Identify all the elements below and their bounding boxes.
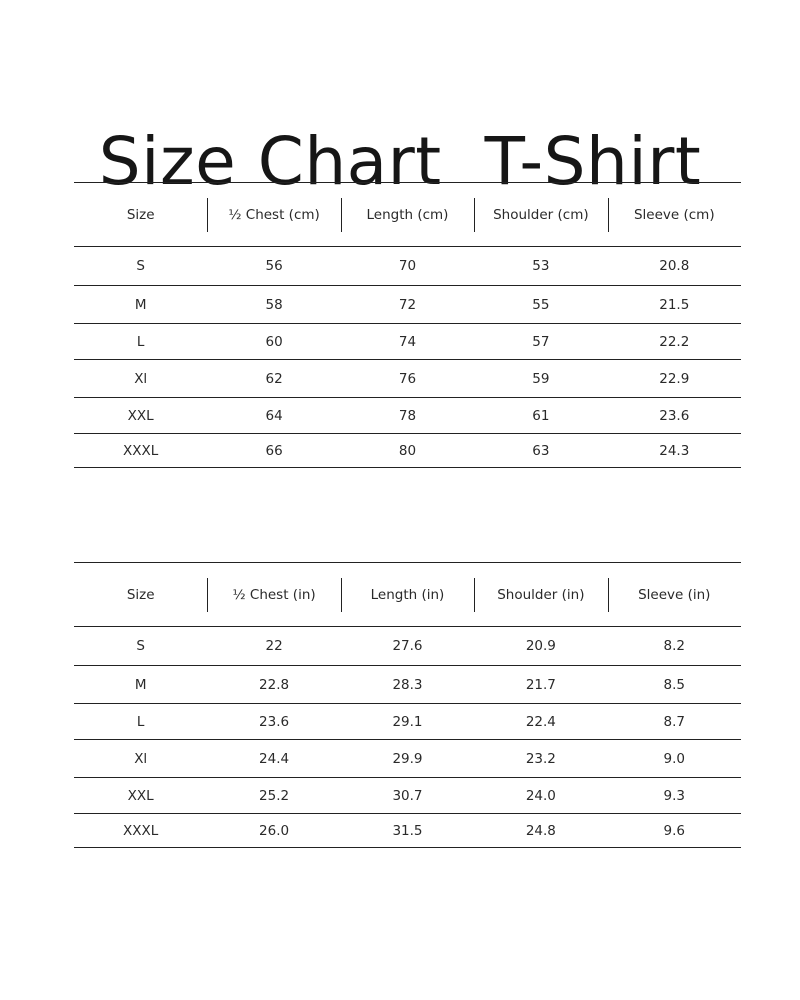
cell-sleeve: 20.8 — [659, 258, 690, 274]
cell-sleeve: 22.2 — [659, 333, 690, 350]
table-row — [74, 666, 741, 704]
cell-length: 76 — [398, 370, 417, 387]
column-header-chest: ½ Chest (in) — [207, 563, 340, 627]
cell-length: 72 — [398, 296, 417, 313]
cell-size: Xl — [134, 750, 148, 767]
cell-shoulder: 57 — [532, 333, 550, 350]
table-row — [74, 814, 741, 848]
column-header-sleeve: Sleeve (cm) — [608, 183, 741, 247]
size-table-cm — [74, 182, 741, 468]
table-header-row — [74, 183, 741, 247]
cell-chest: 25.2 — [259, 787, 290, 804]
table-row — [74, 247, 741, 286]
cell-shoulder: 59 — [532, 370, 550, 387]
cell-shoulder: 20.9 — [525, 638, 556, 654]
cell-size: XXL — [127, 787, 154, 804]
table-row — [74, 286, 741, 324]
cell-size: S — [136, 638, 145, 654]
column-header-shoulder: Shoulder (cm) — [474, 183, 607, 247]
cell-shoulder: 24.0 — [525, 787, 556, 804]
cell-chest: 22 — [265, 638, 283, 654]
cell-chest: 23.6 — [259, 713, 290, 730]
table-header-row — [74, 563, 741, 627]
cell-size: L — [136, 713, 145, 730]
cell-length: 70 — [398, 258, 417, 274]
cell-chest: 24.4 — [259, 750, 290, 767]
cell-sleeve: 8.2 — [663, 638, 686, 654]
cell-length: 28.3 — [392, 676, 423, 693]
cell-shoulder: 55 — [532, 296, 550, 313]
column-header-size: Size — [126, 206, 155, 223]
cell-size: Xl — [134, 370, 148, 387]
cell-chest: 62 — [265, 370, 283, 387]
cell-chest: 60 — [265, 333, 283, 350]
cell-length: 27.6 — [392, 638, 423, 654]
cell-shoulder: 53 — [532, 258, 550, 274]
cell-chest: 26.0 — [259, 822, 290, 839]
column-header-size: Size — [126, 586, 155, 603]
cell-size: S — [136, 258, 145, 274]
table-row — [74, 704, 741, 740]
cell-sleeve: 8.5 — [663, 676, 686, 693]
cell-chest: 22.8 — [259, 676, 290, 693]
cell-shoulder: 61 — [532, 407, 550, 424]
cell-shoulder: 23.2 — [525, 750, 556, 767]
cell-sleeve: 22.9 — [659, 370, 690, 387]
cell-sleeve: 24.3 — [659, 442, 690, 459]
cell-length: 78 — [398, 407, 417, 424]
table-row — [74, 778, 741, 814]
column-header-chest: ½ Chest (cm) — [207, 183, 340, 247]
table-row — [74, 360, 741, 398]
cell-size: M — [134, 296, 147, 313]
column-header-length: Length (in) — [341, 563, 474, 627]
column-header-length: Length (cm) — [341, 183, 474, 247]
cell-sleeve: 9.0 — [663, 750, 686, 767]
cell-shoulder: 63 — [532, 442, 550, 459]
cell-chest: 64 — [265, 407, 283, 424]
cell-chest: 66 — [265, 442, 283, 459]
cell-sleeve: 23.6 — [659, 407, 690, 424]
cell-sleeve: 9.3 — [663, 787, 686, 804]
column-header-sleeve: Sleeve (in) — [608, 563, 741, 627]
cell-sleeve: 9.6 — [663, 822, 686, 839]
table-row — [74, 398, 741, 434]
table-row — [74, 434, 741, 468]
page-title: Size Chart T-Shirt — [98, 123, 702, 201]
cell-size: XXXL — [123, 442, 159, 459]
cell-chest: 58 — [265, 296, 283, 313]
cell-size: XXL — [127, 407, 154, 424]
cell-size: XXXL — [123, 822, 159, 839]
cell-length: 74 — [398, 333, 417, 350]
size-table-in — [74, 562, 741, 848]
cell-size: L — [136, 333, 145, 350]
table-row — [74, 740, 741, 778]
cell-chest: 56 — [265, 258, 283, 274]
cell-length: 80 — [398, 442, 417, 459]
table-row — [74, 324, 741, 360]
cell-sleeve: 8.7 — [663, 713, 686, 730]
cell-length: 30.7 — [392, 787, 423, 804]
cell-length: 29.9 — [392, 750, 423, 767]
cell-size: M — [134, 676, 147, 693]
cell-sleeve: 21.5 — [659, 296, 690, 313]
cell-length: 31.5 — [392, 822, 423, 839]
cell-shoulder: 24.8 — [525, 822, 556, 839]
cell-shoulder: 21.7 — [525, 676, 556, 693]
cell-shoulder: 22.4 — [525, 713, 556, 730]
cell-length: 29.1 — [392, 713, 423, 730]
column-header-shoulder: Shoulder (in) — [474, 563, 607, 627]
table-row — [74, 627, 741, 666]
